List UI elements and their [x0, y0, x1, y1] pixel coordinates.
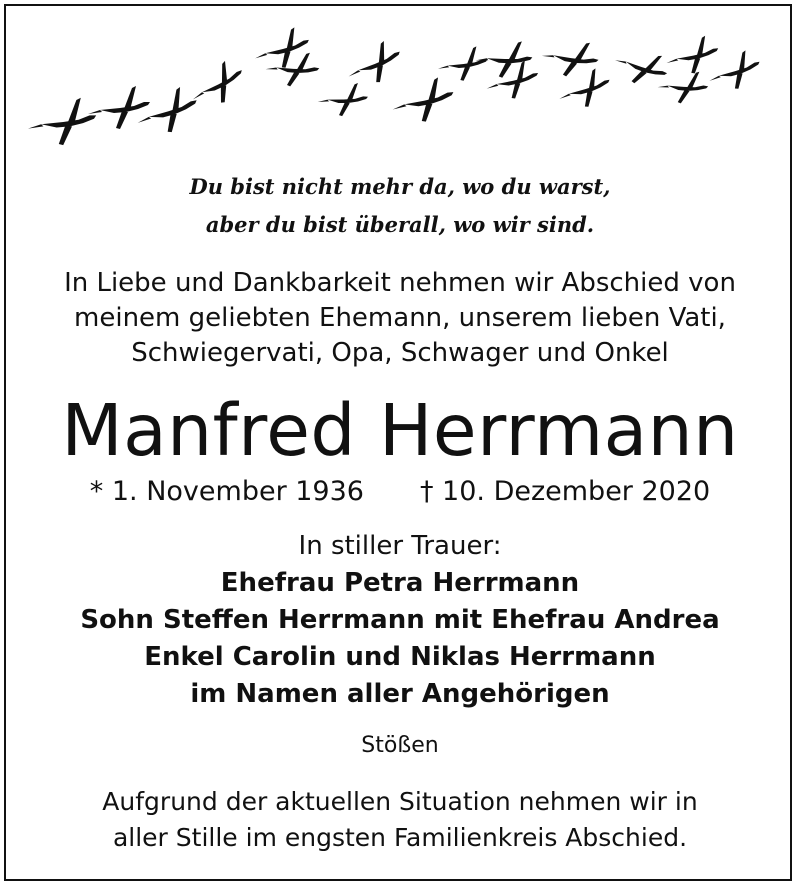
mourner-line: im Namen aller Angehörigen: [190, 679, 610, 709]
intro-line-1: In Liebe und Dankbarkeit nehmen wir Abschied von: [64, 268, 736, 298]
mourner-line: Enkel Carolin und Niklas Herrmann: [144, 642, 656, 672]
mourner-line: Ehefrau Petra Herrmann: [220, 568, 580, 598]
memorial-quote: [0, 168, 800, 244]
closing-line-2: aller Stille im engsten Familienkreis Abschied.: [112, 823, 688, 852]
mourners-section: [0, 528, 800, 713]
intro-line-3: Schwiegervati, Opa, Schwager und Onkel: [131, 338, 669, 368]
mourner-line: Sohn Steffen Herrmann mit Ehefrau Andrea: [80, 605, 720, 635]
quote-line-1: Du bist nicht mehr da, wo du warst,: [189, 174, 611, 199]
deceased-name: Manfred Herrmann: [61, 389, 739, 472]
quote-line-2: aber du bist überall, wo wir sind.: [205, 212, 595, 237]
death-date: † 10. Dezember 2020: [419, 476, 711, 507]
life-dates: [0, 474, 800, 510]
closing-note: [0, 784, 800, 856]
crane-flock: [28, 26, 764, 145]
place-name: Stößen: [361, 733, 439, 758]
mourners-heading: In stiller Trauer:: [298, 531, 502, 561]
intro-text: [0, 266, 800, 371]
intro-line-2: meinem geliebten Ehemann, unserem lieben Vati,: [74, 303, 726, 333]
birth-date: * 1. November 1936: [89, 476, 364, 507]
closing-line-1: Aufgrund der aktuellen Situation nehmen wir in: [102, 787, 698, 816]
flying-cranes-icon: [0, 0, 800, 160]
